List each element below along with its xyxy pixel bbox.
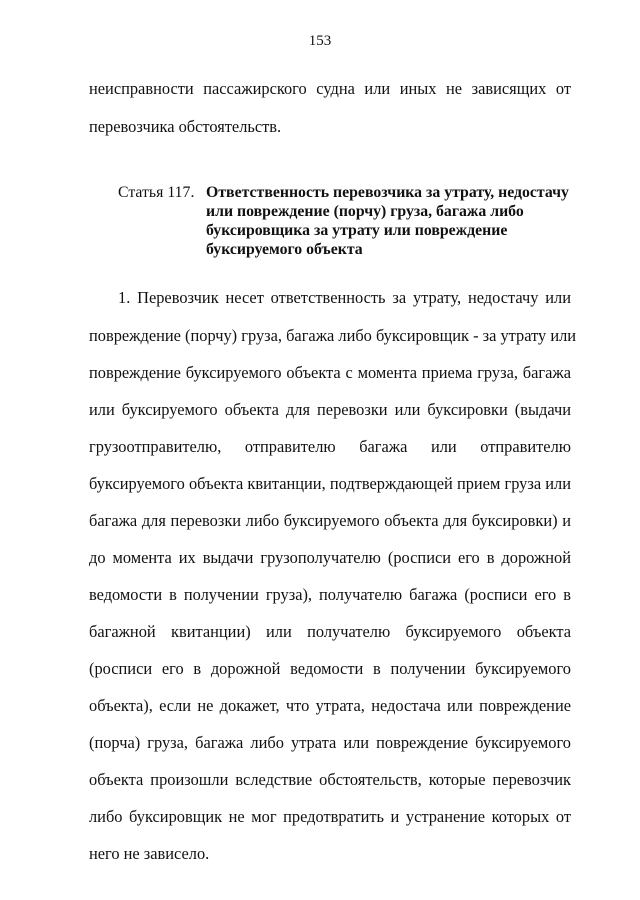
paragraph-line-16: него не зависело. bbox=[89, 844, 210, 863]
paragraph-line-11: (росписи его в дорожной ведомости в получении буксируемого bbox=[89, 659, 571, 678]
paragraph-line-1: 1. Перевозчик несет ответственность за утрату, недостачу или bbox=[118, 288, 571, 307]
article-title-line-1: Ответственность перевозчика за утрату, недостачу bbox=[206, 184, 569, 201]
article-title-line-2: или повреждение (порчу) груза, багажа либо bbox=[206, 203, 524, 220]
article-heading bbox=[118, 183, 569, 203]
article-title-line-3: буксировщика за утрату или повреждение bbox=[206, 222, 508, 239]
paragraph-line-8: до момента их выдачи грузополучателю (росписи его в дорожной bbox=[89, 548, 571, 567]
paragraph-line-2: повреждение (порчу) груза, багажа либо буксировщик - за утрату или bbox=[89, 326, 577, 345]
paragraph-line-9: ведомости в получении груза), получателю багажа (росписи его в bbox=[89, 585, 571, 604]
paragraph-line-15: либо буксировщик не мог предотвратить и устранение которых от bbox=[89, 807, 571, 826]
paragraph-line-6: буксируемого объекта квитанции, подтверждающей прием груза или bbox=[89, 474, 571, 493]
paragraph-line-4: или буксируемого объекта для перевозки или буксировки (выдачи bbox=[89, 400, 571, 419]
paragraph-line-12: объекта), если не докажет, что утрата, недостача или повреждение bbox=[89, 696, 571, 715]
paragraph-line-14: объекта произошли вследствие обстоятельств, которые перевозчик bbox=[89, 770, 571, 789]
intro-line-1: неисправности пассажирского судна или иных не зависящих от bbox=[89, 79, 571, 98]
article-label: Статья 117. bbox=[118, 184, 195, 201]
paragraph-line-7: багажа для перевозки либо буксируемого объекта для буксировки) и bbox=[89, 511, 571, 530]
paragraph-line-3: повреждение буксируемого объекта с момента приема груза, багажа bbox=[89, 363, 571, 382]
article-title-line-4: буксируемого объекта bbox=[206, 241, 363, 258]
paragraph-line-5: грузоотправителю, отправителю багажа или отправителю bbox=[89, 437, 571, 456]
paragraph-line-10: багажной квитанции) или получателю буксируемого объекта bbox=[89, 622, 571, 641]
paragraph-line-13: (порча) груза, багажа либо утрата или повреждение буксируемого bbox=[89, 733, 571, 752]
page-number: 153 bbox=[308, 33, 332, 49]
intro-line-2: перевозчика обстоятельств. bbox=[89, 117, 282, 136]
